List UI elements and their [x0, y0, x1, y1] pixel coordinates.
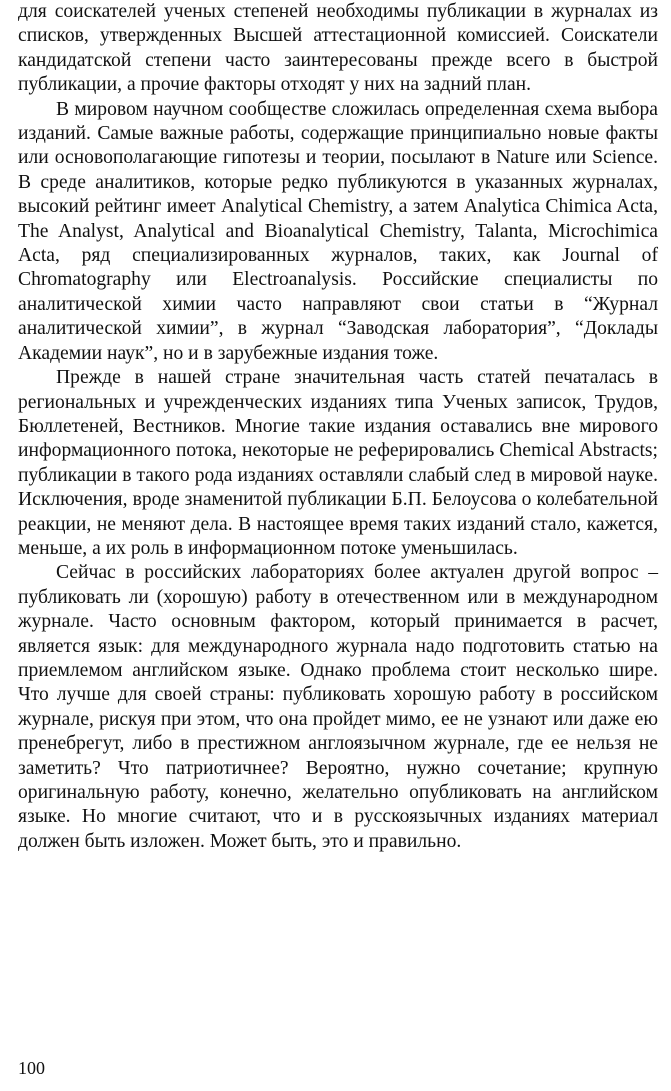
paragraph-3: Прежде в нашей стране значительная часть статей печаталась в региональных и учрежденческих изданиях типа Ученых записок, Трудов, Бюллетеней, Вестников. Многие такие издания оставались вне мирового информационного потока, некоторые не реферировались Chemical Abstracts; публикации в такого рода изданиях оставляли слабый след в мировой науке. Исключения, вроде знаменитой публикации Б.П. Белоусова о колебательной реакции, не меняют дела. В настоящее время таких изданий стало, кажется, меньше, а их роль в информационном потоке уменьшилась. — [18, 367, 658, 559]
paragraph-4: Сейчас в российских лабораториях более актуален другой вопрос – публиковать ли (хорошую) работу в отечественном или в международном журнале. Часто основным фактором, который принимается в расчет, является язык: для международного журнала надо подготовить статью на приемлемом английском языке. Однако проблема стоит несколько шире. Что лучше для своей страны: публиковать хорошую работу в российском журнале, рискуя при этом, что она пройдет мимо, ее не узнают или даже ею пренебрегут, либо в престижном англоязычном журнале, где ее нельзя не заметить? Что патриотичнее? Вероятно, нужно сочетание; крупную оригинальную работу, конечно, желательно опубликовать на английском языке. Но многие считают, что и в русскоязычных изданиях материал должен быть изложен. Может быть, это и правильно. — [18, 562, 658, 852]
paragraph-2: В мировом научном сообществе сложилась определенная схема выбора изданий. Самые важные работы, содержащие принципиально новые факты или основополагающие гипотезы и теории, посылают в Nature или Science. В среде аналитиков, которые редко публикуются в указанных журналах, высокий рейтинг имеет Analytical Chemistry, а затем Analytica Chimica Acta, The Analyst, Analytical and Bioanalytical Chemistry, Talanta, Microchimica Acta, ряд специализированных журналов, таких, как Journal of Chromatography или Electroanalysis. Российские специалисты по аналитической химии часто направляют свои статьи в “Журнал аналитической химии”, в журнал “Заводская лаборатория”, “Доклады Академии наук”, но и в зарубежные издания тоже. — [18, 98, 658, 364]
page-number: 100 — [18, 1058, 45, 1078]
paragraph-1: для соискателей ученых степеней необходимы публикации в журналах из списков, утвержденных Высшей аттестационной комиссией. Соискатели кандидатской степени часто заинтересованы прежде всего в быстрой публикации, а прочие факторы отходят у них на задний план. — [18, 1, 658, 96]
body-text — [18, 0, 658, 854]
